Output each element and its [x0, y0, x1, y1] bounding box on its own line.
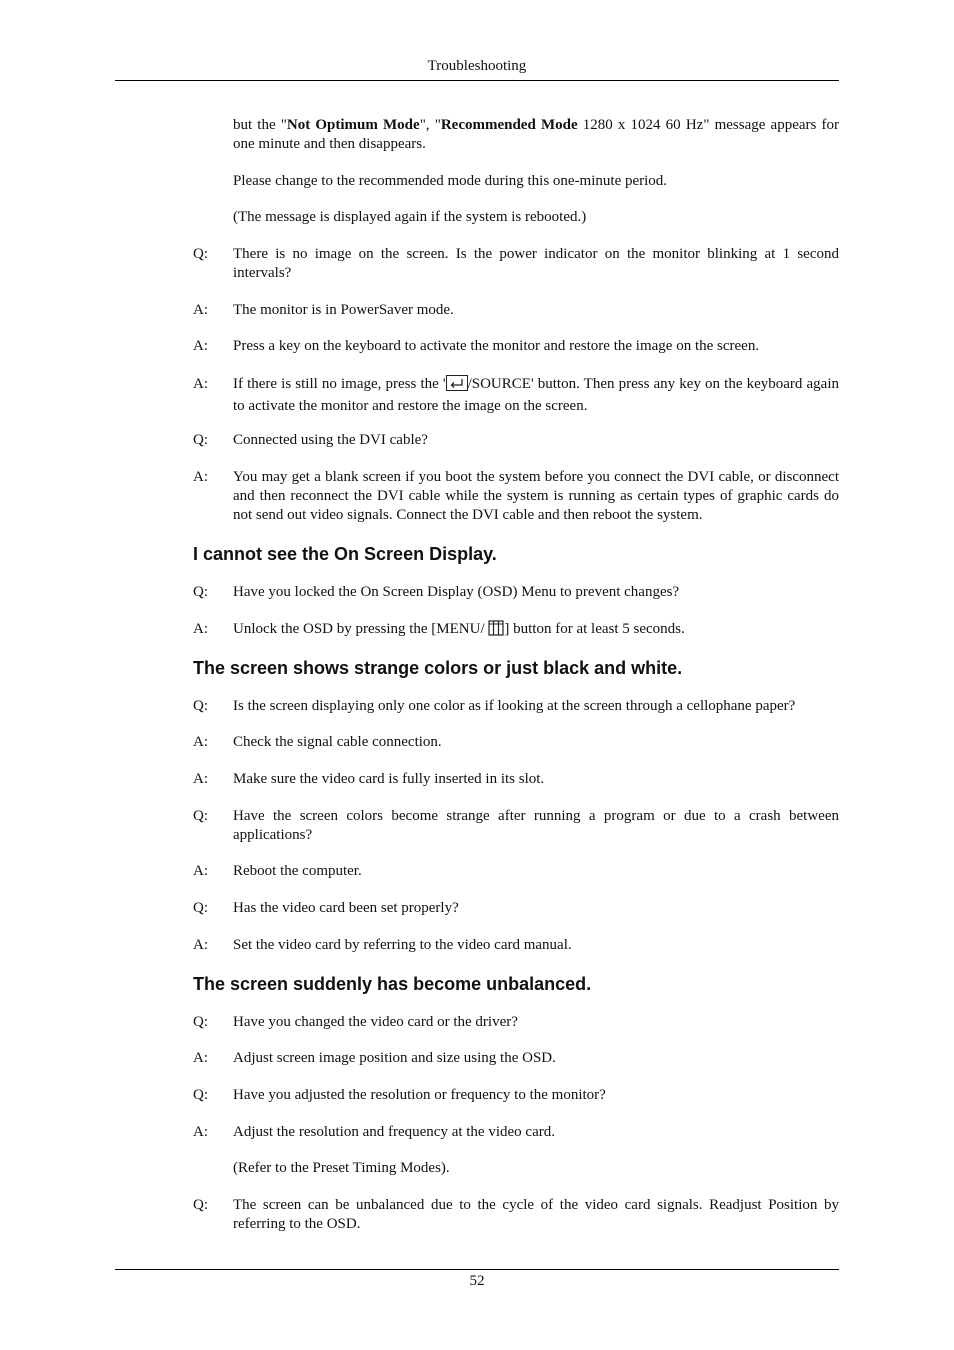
qa-tag: Q:: [193, 808, 208, 824]
qa-tag: Q:: [193, 1014, 208, 1030]
qa-text: (Refer to the Preset Timing Modes).: [233, 1160, 450, 1176]
qa-tag: A:: [193, 771, 208, 787]
page-number: 52: [469, 1273, 485, 1289]
text-segment: If there is still no image, press the ': [233, 376, 446, 392]
text-segment: but the ": [233, 117, 287, 133]
footer-divider: [115, 1269, 839, 1270]
qa-tag: A:: [193, 338, 208, 354]
qa-tag: Q:: [193, 698, 208, 714]
recommended-mode-label: Recommended Mode: [440, 117, 578, 133]
qa-tag: Q:: [193, 246, 208, 262]
qa-text: Is the screen displaying only one color as if looking at the screen through a cellophane paper?: [233, 698, 796, 714]
text-segment: ", ": [419, 117, 441, 133]
section-heading-colors: The screen shows strange colors or just black and white.: [193, 658, 683, 678]
qa-text: Make sure the video card is fully inserted in its slot.: [233, 771, 545, 787]
qa-text: Reboot the computer.: [233, 863, 362, 879]
qa-text: Press a key on the keyboard to activate the monitor and restore the image on the screen.: [233, 338, 760, 354]
qa-text: Have the screen colors become strange after running a program or due to a crash between applications?: [233, 808, 839, 843]
qa-text: Have you changed the video card or the driver?: [233, 1014, 518, 1030]
qa-tag: Q:: [193, 432, 208, 448]
qa-text: Have you adjusted the resolution or frequency to the monitor?: [233, 1087, 606, 1103]
qa-tag: Q:: [193, 1197, 208, 1213]
qa-tag: A:: [193, 937, 208, 953]
section-heading-osd: I cannot see the On Screen Display.: [193, 544, 497, 564]
section-heading-unbalanced: The screen suddenly has become unbalanced.: [193, 974, 592, 994]
qa-tag: A:: [193, 1124, 208, 1140]
text-segment: Unlock the OSD by pressing the [MENU/: [233, 621, 489, 637]
text-segment: /SOURCE' button. Then press any key on the keyboard again to activate the monitor and restore the image on the screen.: [233, 376, 839, 414]
qa-text: There is no image on the screen. Is the power indicator on the monitor blinking at 1 second intervals?: [233, 246, 839, 281]
qa-tag: A:: [193, 621, 208, 637]
qa-tag: A:: [193, 734, 208, 750]
page-header-title: Troubleshooting: [427, 58, 527, 74]
header-divider: [115, 80, 839, 81]
qa-tag: A:: [193, 376, 208, 392]
qa-text: Connected using the DVI cable?: [233, 432, 428, 448]
qa-tag: A:: [193, 302, 208, 318]
qa-text: You may get a blank screen if you boot the system before you connect the DVI cable, or disconnect and then reconnect the DVI cable while the system is running as certain types of graphic cards do not send out video signals. Connect the DVI cable and then reboot the system.: [233, 469, 839, 523]
qa-text: Check the signal cable connection.: [233, 734, 442, 750]
menu-grid-icon: [488, 620, 504, 642]
qa-text: Adjust screen image position and size using the OSD.: [233, 1050, 556, 1066]
text-segment: 1280 x 1024 60 Hz" message appears for one minute and then disappears.: [233, 117, 839, 152]
not-optimum-mode-label: Not Optimum Mode: [286, 117, 420, 133]
qa-text: The screen can be unbalanced due to the cycle of the video card signals. Readjust Position by referring to the OSD.: [233, 1197, 839, 1232]
qa-text: Set the video card by referring to the video card manual.: [233, 937, 572, 953]
qa-text: Has the video card been set properly?: [233, 900, 459, 916]
enter-key-icon: [446, 375, 468, 397]
qa-text: Have you locked the On Screen Display (OSD) Menu to prevent changes?: [233, 584, 680, 600]
text-segment: ] button for at least 5 seconds.: [504, 621, 685, 637]
qa-tag: Q:: [193, 584, 208, 600]
qa-tag: A:: [193, 863, 208, 879]
qa-tag: A:: [193, 469, 208, 485]
qa-text: [233, 375, 839, 416]
qa-tag: Q:: [193, 900, 208, 916]
qa-text: The monitor is in PowerSaver mode.: [233, 302, 454, 318]
qa-text: Adjust the resolution and frequency at the video card.: [233, 1124, 555, 1140]
qa-text: [233, 620, 839, 642]
qa-tag: Q:: [193, 1087, 208, 1103]
qa-tag: A:: [193, 1050, 208, 1066]
